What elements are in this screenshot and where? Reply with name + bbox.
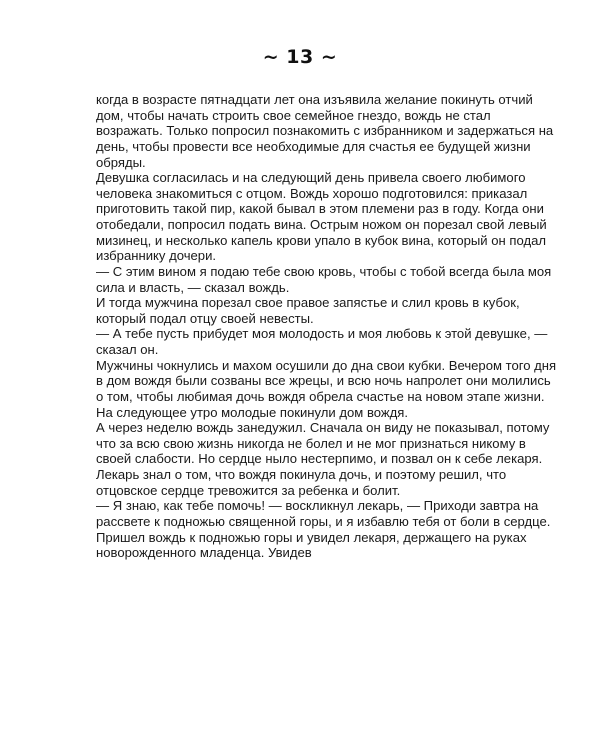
text-line: — С этим вином я подаю тебе свою кровь, чтобы с тобой всегда была моя xyxy=(96,263,552,279)
text-line: — Я знаю, как тебе помочь! — воскликнул лекарь, — Приходи завтра на xyxy=(96,498,539,514)
body-text xyxy=(96,92,557,561)
text-line: Пришел вождь к подножью горы и увидел лекаря, держащего на руках xyxy=(96,529,527,545)
text-line: Девушка согласилась и на следующий день привела своего любимого xyxy=(96,170,526,186)
text-line: отобедали, попросил подать вина. Острым ножом он порезал свой левый xyxy=(96,217,547,232)
text-line: возражать. Только попросил познакомить с избранником и задержаться на xyxy=(96,123,554,139)
text-line: который подал отцу своей невесты. xyxy=(96,310,314,326)
text-line: На следующее утро молодые покинули дом вождя. xyxy=(96,404,409,420)
text-line: своей слабости. Но сердце ныло нестерпимо, и позвал он к себе лекаря. xyxy=(96,451,543,467)
text-line: рассвете к подножью священной горы, и я избавлю тебя от боли в сердце. xyxy=(96,513,551,529)
text-line: Лекарь знал о том, что вождя покинула дочь, и поэтому решил, что xyxy=(96,467,507,482)
text-line: о том, чтобы любимая дочь вождя обрела счастье на новом этапе жизни. xyxy=(96,388,545,404)
text-line: день, чтобы провести все необходимые для счастья ее будущей жизни xyxy=(96,138,531,154)
text-line: новорожденного младенца. Увидев xyxy=(96,545,312,561)
text-line: когда в возрасте пятнадцати лет она изъявила желание покинуть отчий xyxy=(96,92,533,107)
text-line: мизинец, и несколько капель крови упало в кубок вина, который он подал xyxy=(96,232,547,248)
text-line: приготовить такой пир, какой бывал в этом племени раз в году. Когда они xyxy=(96,201,544,217)
page-number: ~ 13 ~ xyxy=(262,46,338,68)
text-line: Мужчины чокнулись и махом осушили до дна свои кубки. Вечером того дня xyxy=(96,357,557,373)
text-line: обряды. xyxy=(96,154,146,170)
text-line: дом, чтобы начать строить свое семейное гнездо, вождь не стал xyxy=(96,107,491,123)
text-line: избраннику дочери. xyxy=(96,248,217,264)
text-line: — А тебе пусть прибудет моя молодость и моя любовь к этой девушке, — xyxy=(96,326,548,342)
text-line: сказал он. xyxy=(96,342,159,357)
text-line: в дом вождя были созваны все жрецы, и всю ночь напролет они молились xyxy=(96,373,551,389)
text-line: что за всю свою жизнь никогда не болел и не мог признаться никому в xyxy=(96,435,526,451)
text-line: И тогда мужчина порезал свое правое запястье и слил кровь в кубок, xyxy=(96,295,520,311)
text-line: отцовское сердце тревожится за ребенка и болит. xyxy=(96,482,401,498)
text-line: человека знакомиться с отцом. Вождь хорошо подготовился: приказал xyxy=(96,185,528,201)
text-line: А через неделю вождь занедужил. Сначала он виду не показывал, потому xyxy=(96,420,550,436)
text-line: сила и власть, — сказал вождь. xyxy=(96,279,290,295)
